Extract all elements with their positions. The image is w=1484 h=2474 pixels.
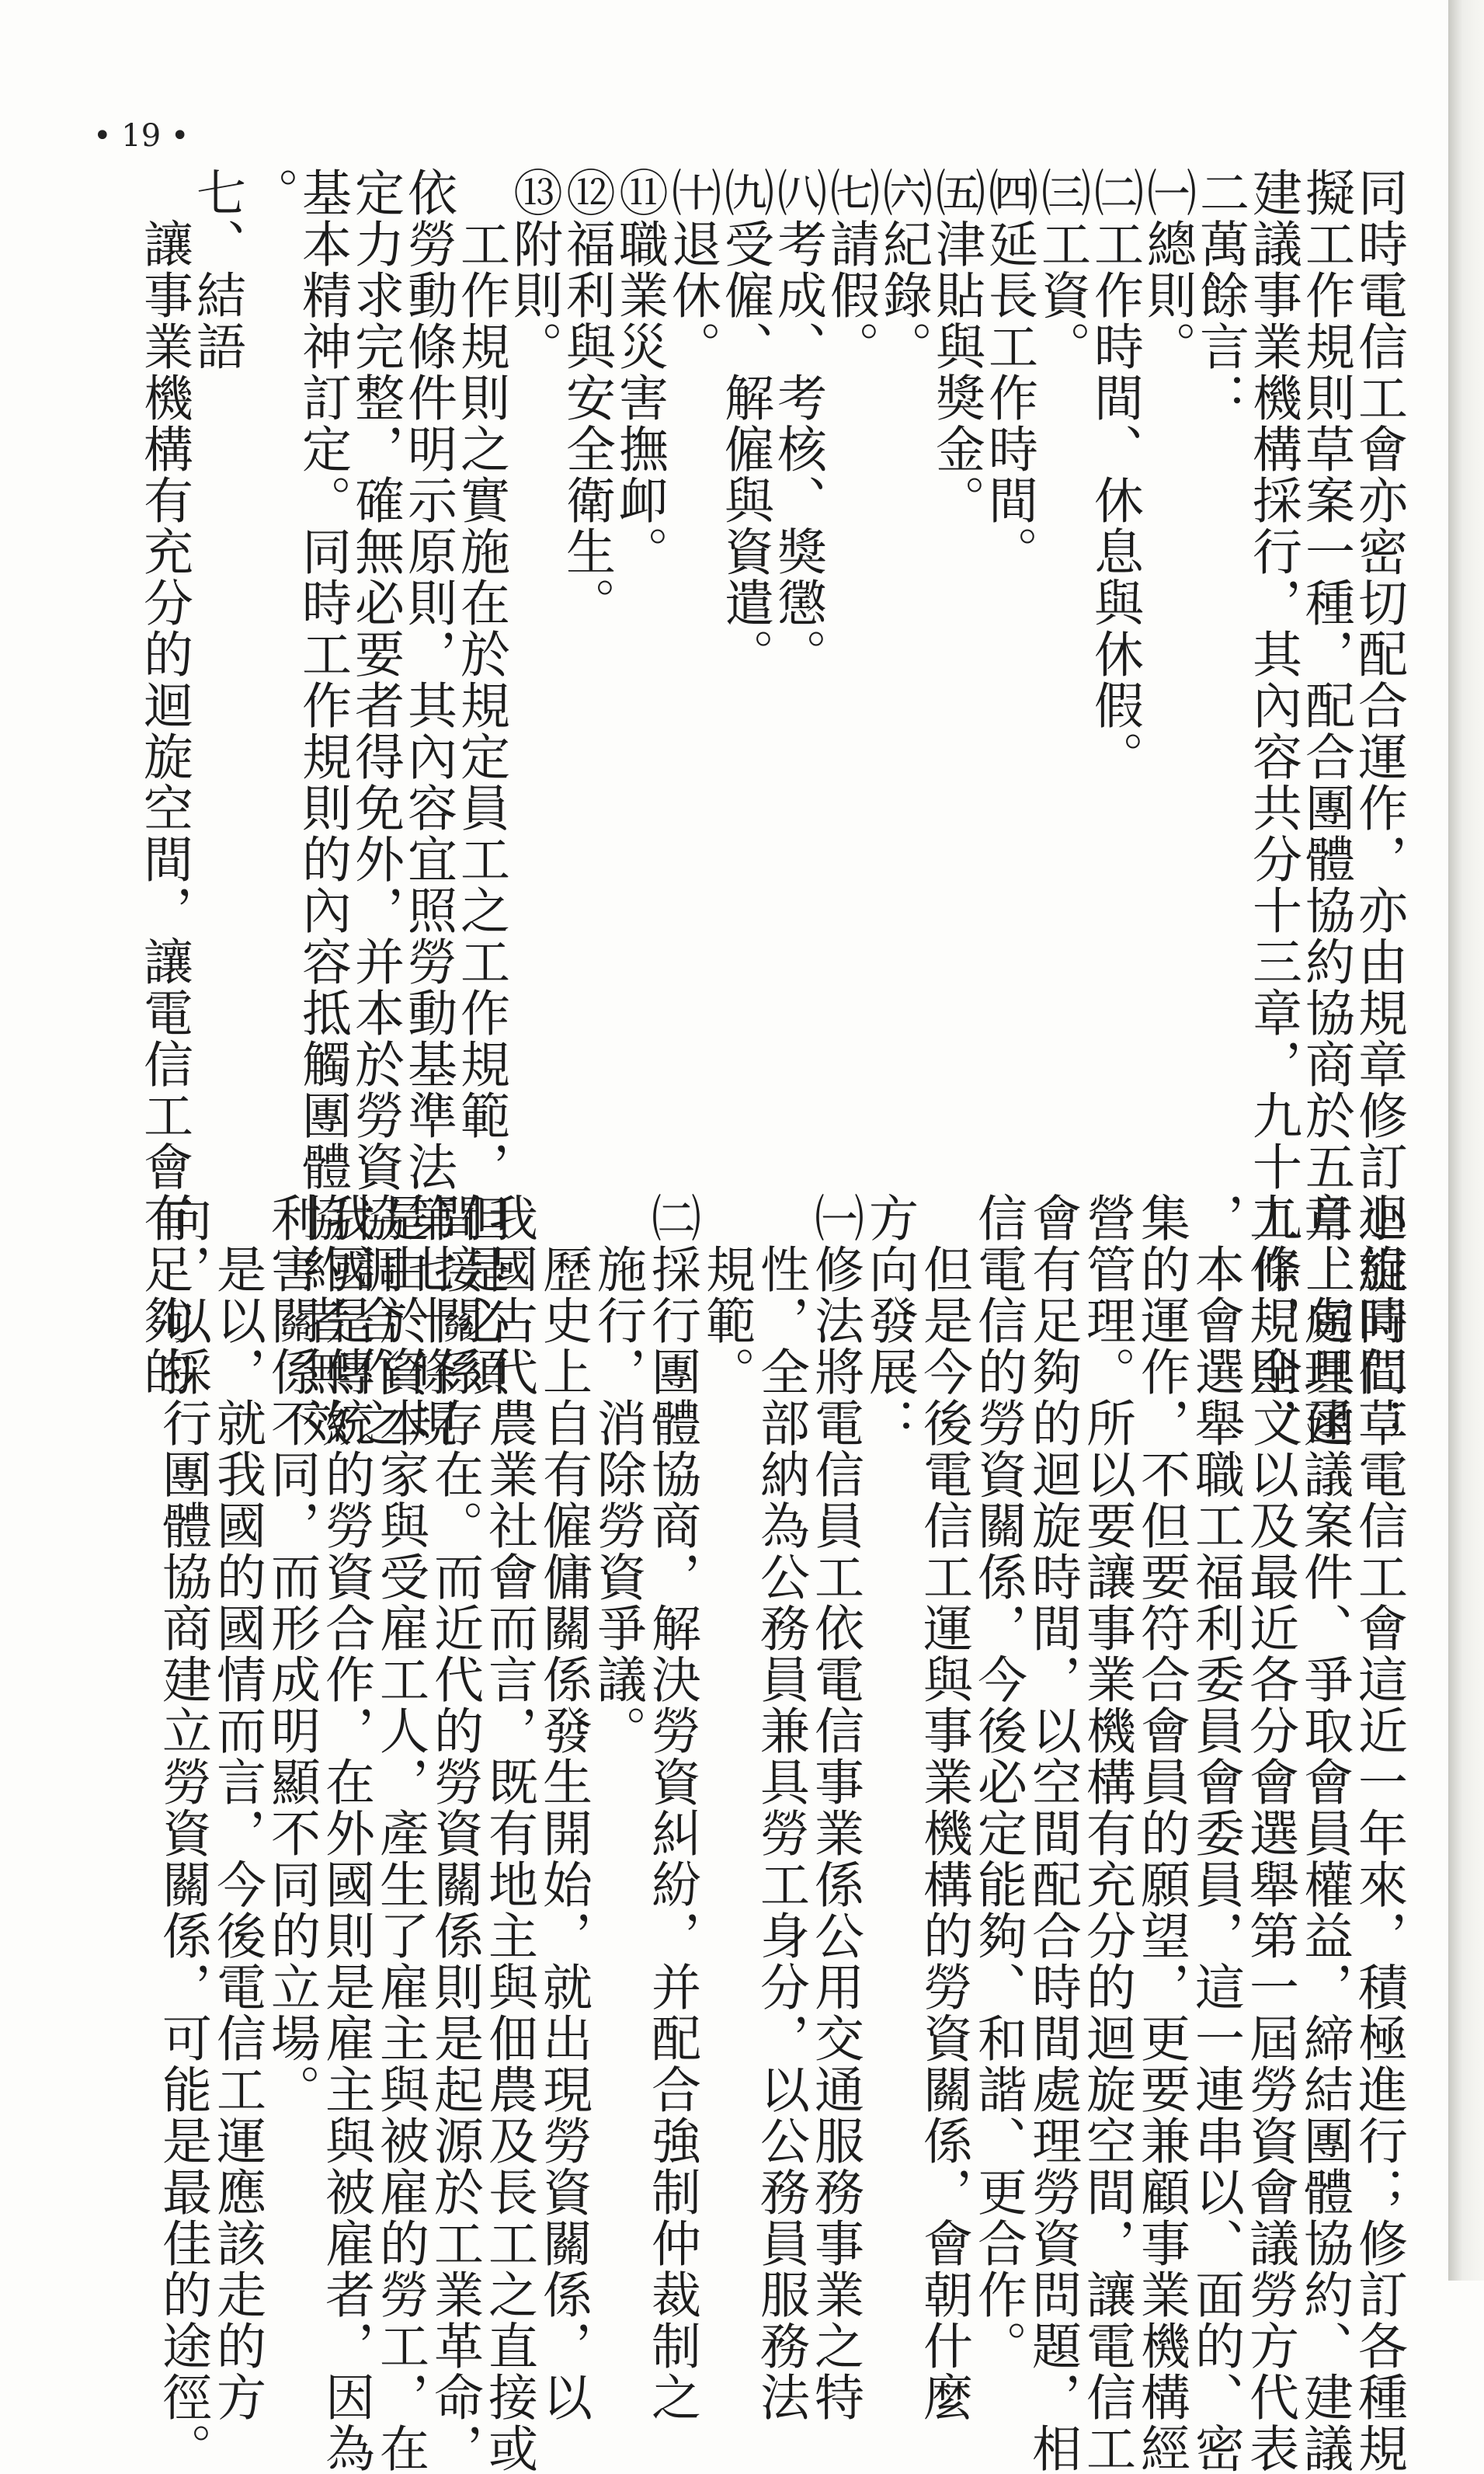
lower-text-column: 性，全部納為公務員兼具勞工身分，以公務員服務法 xyxy=(752,1192,809,2423)
upper-text-column: 同時電信工會亦密切配合運作，亦由規章修訂小組同仁草 xyxy=(1350,167,1407,1449)
upper-text-column: 擬工作規則草案一種，配合團體協約協商於五月上旬具函 xyxy=(1297,167,1354,1449)
lower-text-column: 間接關係存在。而近代的勞資關係則是起源於工業革命， xyxy=(426,1192,483,2474)
upper-text-column: 基本精神訂定。同時工作規則的內容抵觸團體協約者無效 xyxy=(294,167,351,1449)
upper-text-column: ㈢工資。 xyxy=(1033,167,1090,372)
lower-text-column: 向，以採行團體協商建立勞資關係，可能是最佳的途徑。 xyxy=(154,1192,211,2474)
upper-text-column: ㈣延長工作時間。 xyxy=(980,167,1037,577)
upper-text-column: ㈨受僱、解僱與資遣。 xyxy=(716,167,773,680)
upper-text-column: 依勞動條件明示原則，其內容宜照勞動基準法第七十條規 xyxy=(399,167,457,1449)
lower-text-column: 章、處理建議案件、爭取會員權益，締結團體協約、建議 xyxy=(1295,1192,1353,2474)
upper-text-column: ㈧考成、考核、獎懲。 xyxy=(769,167,826,680)
lower-text-column: 迴旋時間；電信工會這近一年來，積極進行；修訂各種規 xyxy=(1350,1192,1407,2474)
upper-text-column: ㈩退休。 xyxy=(663,167,721,372)
upper-text-column: ㈤津貼與獎金。 xyxy=(927,167,985,526)
upper-text-column: ⑫福利與安全衛生。 xyxy=(558,167,615,628)
page-number: • 19 • xyxy=(93,118,189,154)
upper-text-column: 讓事業機構有充分的迴旋空間，讓電信工會有足夠的 xyxy=(135,167,193,1397)
lower-text-block xyxy=(78,1192,1407,2474)
upper-text-column: ㈥紀錄。 xyxy=(874,167,932,372)
lower-text-column: 是由於資本家與受雇工人，產生了雇主與被雇的勞工，在 xyxy=(371,1192,429,2474)
lower-text-column: ㈡採行團體協商，解決勞資糾紛，并配合強制仲裁制之 xyxy=(643,1192,700,2423)
lower-text-column: 信電信的勞資關係，今後必定能夠、和諧、更合作。 xyxy=(969,1192,1027,2371)
lower-text-column: 規範。 xyxy=(697,1192,755,1397)
upper-text-column: 七、結語 xyxy=(188,167,245,372)
lower-text-column: 集的運作，不但要符合會員的願望，更要兼顧事業機構經 xyxy=(1132,1192,1190,2474)
lower-text-column: 歷史上自有僱傭關係發生開始，就出現勞資關係，以 xyxy=(534,1192,592,2423)
upper-text-column: 工作規則之實施在於規定員工之工作規範，但是必須 xyxy=(452,167,509,1397)
lower-text-column: 施行，消除勞資爭議。 xyxy=(589,1192,646,1756)
lower-text-column: 方向發展： xyxy=(860,1192,918,1449)
page-binding-edge xyxy=(1448,0,1484,2281)
upper-text-column: ㈡工作時間、休息與休假。 xyxy=(1086,167,1143,782)
lower-text-column: 利害關係不同，而形成明顯不同的立場。 xyxy=(262,1192,320,2115)
upper-text-column: ㈦請假。 xyxy=(822,167,879,372)
upper-text-column: 建議事業機構採行，其內容共分十三章，九十九條，全文 xyxy=(1244,167,1302,1449)
upper-text-column: 。 xyxy=(241,167,298,218)
lower-text-column: 我國古代農業社會而言，既有地主與佃農及長工之直接或 xyxy=(480,1192,537,2474)
upper-text-column: ⑪職業災害撫卹。 xyxy=(610,167,668,577)
upper-text-column: ⑬附則。 xyxy=(505,167,562,372)
lower-text-column: ，本會選舉職工福利委員會委員，這一連串以、面的、密 xyxy=(1187,1192,1244,2474)
lower-text-column: 我國是傳統的勞資合作，在外國則是雇主與被雇者，因為 xyxy=(317,1192,374,2474)
lower-text-column: 工作規則，以及最近各分會選舉第一屆勞資會議勞方代表 xyxy=(1241,1192,1298,2474)
lower-text-column: 會有足夠的迴旋時間，以空間配合時間處理勞資問題，相 xyxy=(1024,1192,1081,2474)
lower-text-column: 但是今後電信工運與事業機構的勞資關係，會朝什麼 xyxy=(915,1192,972,2423)
lower-text-column: 是以，就我國的國情而言，今後電信工運應該走的方 xyxy=(208,1192,266,2423)
upper-text-column: ㈠總則。 xyxy=(1138,167,1196,372)
upper-text-column: 二萬餘言： xyxy=(1191,167,1249,423)
lower-text-column: 營管理。所以要讓事業機構有充分的迴旋空間，讓電信工 xyxy=(1078,1192,1135,2474)
lower-text-column: ㈠修法將電信員工依電信事業係公用交通服務事業之特 xyxy=(806,1192,864,2423)
upper-text-column: 定力求完整，確無必要者得免外，并本於勞資協調合作之 xyxy=(346,167,404,1449)
